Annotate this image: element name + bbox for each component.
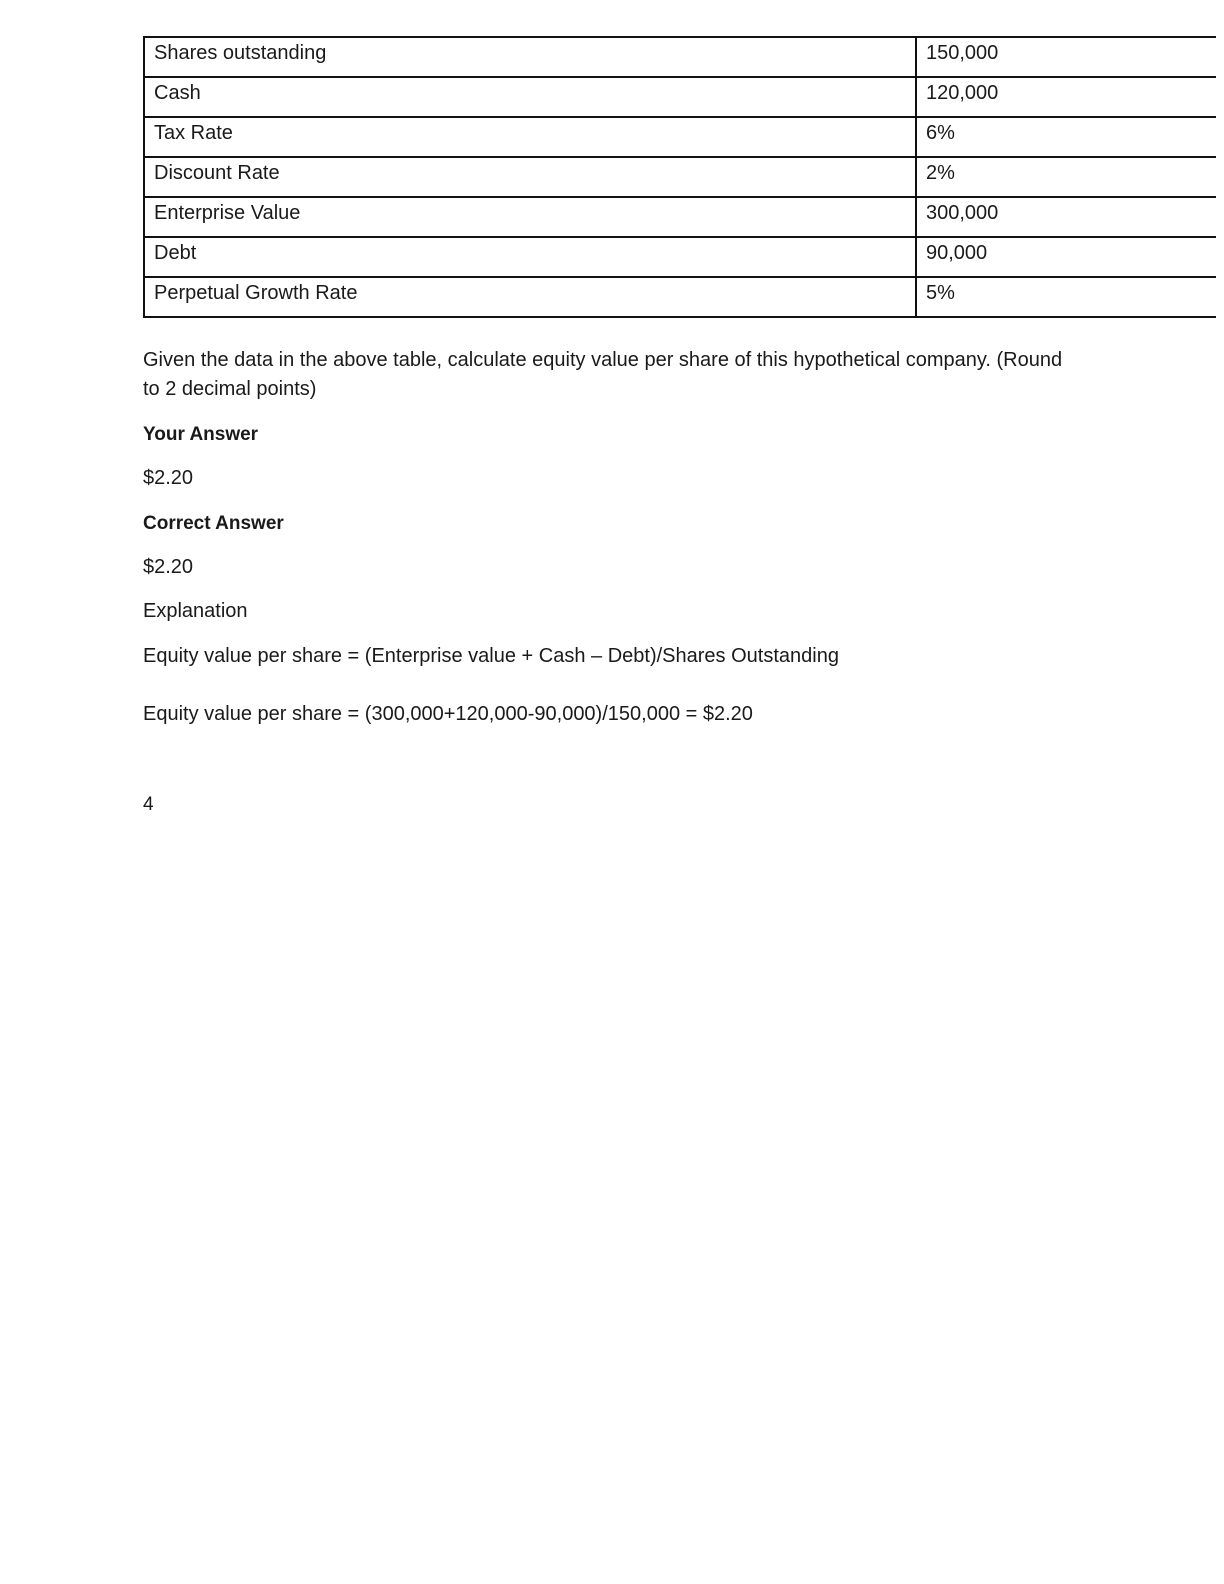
row-value: 6%: [916, 117, 1216, 157]
explanation-calculation: Equity value per share = (300,000+120,000-90,000)/150,000 = $2.20: [143, 703, 753, 725]
table-row: [144, 37, 1216, 77]
row-label: Debt: [144, 237, 916, 277]
row-label: Tax Rate: [144, 117, 916, 157]
row-label: Perpetual Growth Rate: [144, 277, 916, 317]
your-answer-label: Your Answer: [143, 424, 259, 445]
row-value: 5%: [916, 277, 1216, 317]
financial-data-table: [143, 36, 1216, 318]
table-row: [144, 157, 1216, 197]
row-value: 2%: [916, 157, 1216, 197]
table-row: [144, 237, 1216, 277]
question-text: Given the data in the above table, calculate equity value per share of this hypothetical company. (Round to 2 decimal points): [143, 349, 1063, 400]
row-label: Enterprise Value: [144, 197, 916, 237]
row-label: Cash: [144, 77, 916, 117]
row-label: Shares outstanding: [144, 37, 916, 77]
row-value: 150,000: [916, 37, 1216, 77]
page-number: 4: [143, 794, 154, 815]
correct-answer-label: Correct Answer: [143, 513, 284, 534]
table-row: [144, 277, 1216, 317]
row-value: 300,000: [916, 197, 1216, 237]
explanation-label: Explanation: [143, 600, 248, 622]
row-value: 120,000: [916, 77, 1216, 117]
table-row: [144, 197, 1216, 237]
row-label: Discount Rate: [144, 157, 916, 197]
explanation-formula: Equity value per share = (Enterprise value + Cash – Debt)/Shares Outstanding: [143, 645, 839, 667]
row-value: 90,000: [916, 237, 1216, 277]
correct-answer-value: $2.20: [143, 556, 194, 578]
table-row: [144, 77, 1216, 117]
your-answer-value: $2.20: [143, 467, 194, 489]
table-row: [144, 117, 1216, 157]
